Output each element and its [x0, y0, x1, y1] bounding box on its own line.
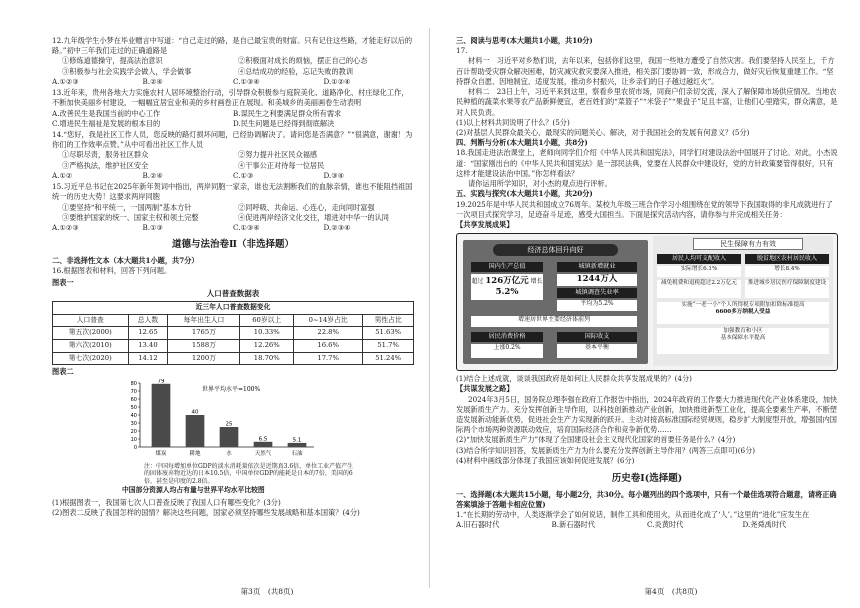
- tax-note: 减免税费和退税超过2.2万亿元: [657, 280, 741, 298]
- data-label: 40: [191, 409, 199, 416]
- table-cell: 51.7%: [363, 339, 414, 352]
- table-cell: 12.65: [128, 327, 168, 340]
- history-question-1: 1.“在长期的劳动中，人类逐渐学会了如何说话，制作工具和使用火，从而进化成了‘人’。”这里的“进化”应发生在: [456, 510, 810, 520]
- choice: B.①③: [142, 222, 163, 232]
- question-19: 19.2025年是中华人民共和国成立76周年。某校九年级三班合作学习小组围绕在党的领导下我国取得的非凡成就进行了一次项目式探究学习，足迹奋斗足迹，感受大国担当。下面是探究活动内容，请你参与并完成相关任务：: [456, 199, 833, 219]
- bar: [288, 443, 307, 447]
- table-row: [53, 339, 414, 352]
- x-tick-label: 耕地: [189, 451, 201, 458]
- table-cell: 18.70%: [240, 352, 294, 365]
- table-cell: 22.8%: [294, 327, 363, 340]
- question-19-1: (1)结合上述成就，谈谈我国政府是如何让人民群众共享发展成果的？(4分): [456, 374, 692, 384]
- section-heading: 二、非选择性文本（本大题共1小题，共7分）: [52, 255, 199, 265]
- gdp-prefix: 超过: [471, 278, 484, 286]
- y-tick-label: 60: [130, 397, 137, 404]
- table-label: 图表一: [52, 278, 74, 288]
- section-heading: 三、阅读与思考(本大题共1小题，共10分): [456, 36, 593, 45]
- question-stem: 12.九年级学生小梦在毕业赠言中写道：“自己走过的路，是自己最宝贵的财富。只有记住这些路，才能走好以后的路。”初中三年我们走过的正确道路是: [52, 36, 413, 56]
- choice: D.民生问题是已经得到彻底解决: [233, 118, 335, 128]
- table-caption: 人口普查数据表: [206, 289, 260, 299]
- question-19-3: (3)结合所学知识回答，发展新质生产力为什么要充分发挥创新主导作用？(两答三点即可)(6分): [456, 445, 756, 455]
- jobs-label: 城镇新增就业: [557, 262, 637, 272]
- option: ③积极参与社会实践学会做人，学会做事: [62, 66, 192, 76]
- education-note-2: 基本保障水平提高: [720, 335, 766, 342]
- data-label: 5.1: [292, 437, 302, 444]
- option: ④促进两岸经济文化交往，增进对中华一的认同: [238, 212, 389, 222]
- table-header: 60岁以上: [240, 314, 294, 327]
- choice: B.谋民生之利要满足群众所有需求: [233, 108, 342, 118]
- table-cell: 51.24%: [363, 352, 414, 365]
- cpi-label: 居民消费价格: [471, 332, 543, 342]
- section-heading: 一、选择题(本大题共15小题，每小题2分，共30分。每小题列出的四个选项中，只有一个最佳选项符合题意，请将正确答案填涂于答题卡相应位置): [456, 489, 837, 509]
- table-cell: 51.63%: [363, 327, 414, 340]
- table-header: 人口普查: [53, 314, 129, 327]
- table-cell: 1765万: [168, 327, 240, 340]
- bar: [220, 427, 239, 447]
- education-note: 加强教育和小区: [723, 328, 763, 335]
- choice: D.①②④: [323, 76, 351, 86]
- gdp-growth-value: 5.2%: [495, 286, 519, 297]
- part-title: 道德与法治卷Ⅱ（非选择题）: [171, 239, 294, 251]
- task-tag: 【共谋发展之路】: [456, 384, 514, 394]
- y-tick-label: 70: [130, 389, 137, 396]
- choice: A.旧石器时代: [456, 520, 500, 530]
- y-tick-label: 80: [130, 381, 137, 388]
- table-cell: 1588万: [168, 339, 240, 352]
- choice: B.②④: [142, 76, 163, 86]
- rural-income-label: 脱贫地区农村居民收入: [745, 254, 829, 264]
- question-16: 16.根据图表和材料，回答下列问题。: [52, 265, 172, 275]
- section-heading: 五、实践与探究(本大题共1小题，共20分): [456, 189, 593, 199]
- choice: D.尧舜禹时代: [742, 520, 787, 530]
- income-value: 实际增长6.1%: [657, 266, 741, 277]
- choice: A.①②③: [52, 222, 79, 232]
- table-header: 每年出生人口: [168, 314, 240, 327]
- bar: [186, 415, 205, 447]
- material-2: 材料二 23日上午，习近平来到这里，察看乡里农贸市场，同商户们亲切交流，深入了解保障市场供应情况。当地农民种植的蔬菜水果等农产品新鲜便宜，老百姓们的“菜篮子”“米袋子”“果盘子”足且丰富，让他们心里踏实，群众满意，是对人民负责。: [456, 87, 838, 117]
- question-15: [52, 182, 414, 233]
- choice: A.改善民生是我国当前的中心工作: [52, 108, 161, 118]
- data-label: 6.5: [258, 436, 268, 443]
- table-cell: 16.6%: [294, 339, 363, 352]
- question-16-1: (1)根据图表一，我国第七次人口普查反映了我国人口有哪些变化？(3分): [52, 497, 281, 507]
- task-tag: 【共享发展成果】: [456, 219, 514, 229]
- table-header: 总人数: [128, 314, 168, 327]
- section-heading: 四、判断与分析(本大题共1小题，共8分): [456, 138, 588, 148]
- table-cell: 第七次(2020): [53, 352, 129, 365]
- option: ④总结成功的经验，忘记失败的教训: [238, 66, 354, 76]
- option: ①尽职尽责，服务社区群众: [62, 150, 149, 160]
- choice: C.炎黄时代: [647, 520, 684, 530]
- table-row: [53, 327, 414, 340]
- gdp-growth-prefix: 增长: [530, 278, 543, 286]
- question-17-2: (2)对基层人民群众最关心、最现实的问题关心、解决，对于我国社会的发展有何意义？(5分): [456, 127, 750, 137]
- x-tick-label: 煤炭: [155, 451, 167, 458]
- unemployment-label: 城镇调查失业率: [557, 288, 637, 298]
- y-tick-label: 30: [130, 421, 137, 428]
- table-cell: 13.40: [128, 339, 168, 352]
- gdp-label: 国内生产总值: [471, 262, 543, 272]
- y-tick-label: 50: [130, 405, 137, 412]
- panel-title: 民生保障有力有效: [693, 238, 803, 250]
- chart-label: 图表二: [52, 367, 74, 377]
- chart-legend: 世界平均水平=100%: [202, 386, 261, 394]
- resource-chart: [122, 379, 414, 462]
- question-stem: 15.习近平总书记在2025年新年贺词中指出，两岸同胞一家亲，谁也无法割断我们的血脉亲情，谁也不能阻挡祖国统一的历史大势！这要求两岸同胞: [52, 182, 413, 202]
- option: ②同呼吸、共命运、心连心，走向同时富强: [238, 202, 375, 212]
- pension-box: [657, 302, 829, 324]
- trade-label: 国际收支: [557, 332, 637, 342]
- pension-note: 实施“一老一小”个人所得税专项附加扣除标准提高: [681, 302, 805, 309]
- chart-caption: 中国部分资源人均占有量与世界平均水平比较图: [122, 485, 265, 494]
- table-cell: 第五次(2000): [53, 327, 129, 340]
- y-tick-label: 40: [130, 413, 137, 420]
- table-header: 男性占比: [363, 314, 414, 327]
- question-14: [52, 130, 414, 181]
- option: ③要维护国家的统一、国家主权和领土完整: [62, 212, 199, 222]
- choice: A.①②: [52, 170, 73, 180]
- census-table: [52, 301, 414, 365]
- economy-panel: [463, 240, 648, 364]
- cpi-value: 上涨0.2%: [471, 344, 543, 358]
- question-stem: 13.近年来，贵州各地大力实施农村人居环境整治行动，引导群众积极参与庭院美化、道路净化、村庄绿化工作，不断加快美丽乡村建设，一幅幅宜居宜业和美的乡村画卷正在展现。和美城乡的美丽画卷生动表明: [52, 88, 409, 108]
- y-tick-label: 20: [130, 429, 137, 436]
- unemployment-value: 平均为5.2%: [557, 300, 637, 311]
- income-label: 居民人均可支配收入: [657, 254, 741, 264]
- question-16-2: (2)图表二反映了我国怎样的国情？解决这些问题，国家必须坚持哪些发展战略和基本国策？(4分): [52, 507, 360, 517]
- table-cell: 17.7%: [294, 352, 363, 365]
- choice: C.增进民生福祉是发展的根本目的: [52, 118, 161, 128]
- achievement-infographic: [456, 233, 838, 371]
- choice: C.①③: [233, 170, 254, 180]
- question-12: [52, 36, 414, 87]
- table-span-header: 近三年人口普查数据变化: [53, 301, 414, 314]
- right-page: [430, 0, 860, 608]
- chart-note: 注：中国每增加单位GDP的淡水消耗量依次是近期真3.6倍，单位工业产值产生的固体废弃物近达的日本10.5倍，中国单位GDP的能耗是日本的7倍，美国的6倍，甚至是印度的2.8倍。: [144, 462, 354, 486]
- page-number: 第3页 (共8页): [240, 587, 294, 597]
- panel-title: 经济总体回升向好: [493, 244, 618, 256]
- option: ①要坚持“和平统一，一国两制”基本方针: [62, 202, 192, 212]
- option: ③严格执法，维护社区安全: [62, 160, 149, 170]
- choice: C.①③④: [233, 222, 260, 232]
- question-18: 18.我国走进法治课堂上，老师向同学们介绍《中华人民共和国宪法》，同学们对建设法治中国展开了讨论。对此，小杰说道：“国家刚出台的《中华人民共和国宪法》是一部民法典，党要在人民群众中建设好，党的方针政策要管得很好，只有这样才能建设法治中国。”你怎样看法？: [456, 148, 838, 178]
- pension-value: 6600多万纳税人受益: [715, 309, 771, 316]
- rural-income-value: 增长8.4%: [745, 266, 829, 277]
- choice: C.①③④: [233, 76, 260, 86]
- x-tick-label: 石油: [291, 451, 303, 458]
- table-cell: 第六次(2010): [53, 339, 129, 352]
- table-cell: 12.26%: [240, 339, 294, 352]
- gdp-value: 126万亿元: [485, 276, 529, 287]
- livelihood-panel: [653, 236, 833, 366]
- bar: [254, 442, 273, 447]
- part-title: 历史卷Ⅰ(选择题): [611, 473, 683, 485]
- table-row: [53, 352, 414, 365]
- table-header: 0~14岁占比: [294, 314, 363, 327]
- data-label: 25: [225, 421, 233, 428]
- option: ①修炼道德操守，提高法治意识: [62, 56, 163, 66]
- question-18-task: 请你运用所学知识，对小杰的观点进行评析。: [468, 179, 612, 189]
- x-tick-label: 天然气: [254, 451, 272, 458]
- question-19-4: (4)材料中画线部分体现了我国应该如何促进发展？(6分): [456, 455, 635, 465]
- gdp-box: [471, 274, 543, 300]
- table-cell: 1200万: [168, 352, 240, 365]
- x-tick-label: 水: [226, 451, 232, 458]
- resource-bar-chart: [122, 379, 322, 459]
- y-tick-label: 10: [130, 437, 137, 444]
- page-number: 第4页 (共8页): [644, 587, 698, 597]
- y-tick-label: 0: [133, 445, 137, 452]
- bar: [152, 384, 171, 447]
- question-13: [52, 88, 414, 129]
- material-1: 材料一 习近平对乡愁们说，去年以来，包括你们这里，我国一些地方遭受了自然灾害。我们要坚持人民至上，千方百计帮助受灾群众解决困难，防灾减灾救灾要深入推进，相关部门要协调一致，形成合力，做好灾后恢复重建工作。“坚持群众自愿、因地制宜、适度发展，推动乡村振兴，让乡亲们的日子越过越红火”。: [456, 56, 835, 86]
- table-cell: 10.33%: [240, 327, 294, 340]
- option: ④干事公正对待每一位居民: [238, 160, 325, 170]
- choice: D.③④: [323, 170, 345, 180]
- data-label: 79: [157, 379, 165, 385]
- jobs-value: 1244万人: [557, 274, 637, 286]
- education-box: [657, 328, 829, 354]
- question-stem: 14.“您好，我是社区工作人员，您反映的路灯损坏问题，已经协调解决了。请问您是否满意？”“很满意，谢谢！为你们的工作效率点赞。”从中可看出社区工作人员: [52, 129, 413, 150]
- question-17-1: (1)以上材料共同说明了什么？(5分): [456, 117, 570, 127]
- table-cell: 14.12: [128, 352, 168, 365]
- question-17-number: 17.: [456, 46, 468, 56]
- choice: A.①②③: [52, 76, 79, 86]
- trade-value: 基本平衡: [557, 344, 637, 358]
- medical-note: 推进城乡居民医疗保障制度建设: [745, 280, 829, 298]
- growth-note: 增速居世界主要经济体前列: [471, 316, 637, 327]
- choice: D.②③④: [323, 222, 351, 232]
- option: ②积极面对成长的烦恼，摆正自己的心态: [238, 56, 368, 66]
- option: ②努力提升社区民众福感: [238, 150, 318, 160]
- choice: B.新石器时代: [551, 520, 596, 530]
- choice: B.②④: [142, 170, 163, 180]
- question-19-material: 2024年3月5日，国务院总理李强在政府工作报告中指出，2024年政府的工作要大力推进现代化产业体系建设，加快发展新质生产力。充分发挥创新主导作用，以科技创新推动产业创新，加快推进新型工业化，提高全要素生产率，不断塑造发展新动能新优势，促进社会生产力实现新的跃升。主动对接高标准国际经贸规则，稳步扩大制度型开放，增强国内国际两个市场两种资源联动效应，培育国际经济合作和竞争新优势……: [456, 394, 838, 435]
- question-19-2: (2)“加快发展新质生产力”体现了全国建设社会主义现代化国家的首要任务是什么？(4分): [456, 435, 736, 445]
